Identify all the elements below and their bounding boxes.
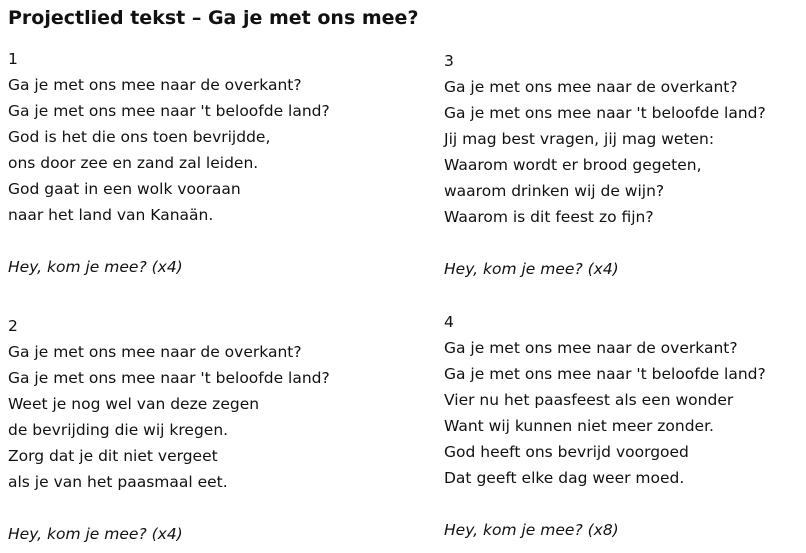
lyric-line: God gaat in een wolk vooraan [8, 180, 241, 198]
lyric-line: Weet je nog wel van deze zegen [8, 395, 260, 413]
verse-number: 2 [8, 317, 18, 335]
verse-1 [8, 46, 388, 280]
lyric-line: God heeft ons bevrijd voorgoed [444, 443, 689, 461]
lyric-line: als je van het paasmaal eet. [8, 473, 228, 491]
chorus-line: Hey, kom je mee? (x4) [8, 525, 183, 543]
lyric-line: Ga je met ons mee naar 't beloofde land? [444, 104, 766, 122]
chorus-line: Hey, kom je mee? (x4) [444, 260, 619, 278]
lyric-line: waarom drinken wij de wijn? [444, 182, 665, 200]
lyric-line: Ga je met ons mee naar de overkant? [8, 343, 302, 361]
lyric-line: ons door zee en zand zal leiden. [8, 154, 259, 172]
lyric-line: Jij mag best vragen, jij mag weten: [444, 130, 715, 148]
lyric-line: Ga je met ons mee naar 't beloofde land? [8, 102, 330, 120]
chorus-line: Hey, kom je mee? (x8) [444, 521, 619, 539]
lyric-line: Ga je met ons mee naar 't beloofde land? [8, 369, 330, 387]
verse-3 [444, 48, 806, 282]
lyric-line: Waarom wordt er brood gegeten, [444, 156, 702, 174]
verse-number: 3 [444, 52, 454, 70]
verse-number: 4 [444, 313, 454, 331]
lyric-line: Ga je met ons mee naar 't beloofde land? [444, 365, 766, 383]
verse-4 [444, 309, 806, 543]
lyric-line: Ga je met ons mee naar de overkant? [444, 339, 738, 357]
lyric-line: naar het land van Kanaän. [8, 206, 214, 224]
lyric-line: Ga je met ons mee naar de overkant? [8, 76, 302, 94]
lyric-line: Zorg dat je dit niet vergeet [8, 447, 218, 465]
lyric-line: Vier nu het paasfeest als een wonder [444, 391, 734, 409]
lyric-line: Ga je met ons mee naar de overkant? [444, 78, 738, 96]
lyric-line: Want wij kunnen niet meer zonder. [444, 417, 714, 435]
page-title: Projectlied tekst – Ga je met ons mee? [8, 7, 419, 29]
lyric-line: Waarom is dit feest zo fijn? [444, 208, 654, 226]
lyric-line: Dat geeft elke dag weer moed. [444, 469, 685, 487]
lyric-line: God is het die ons toen bevrijdde, [8, 128, 271, 146]
chorus-line: Hey, kom je mee? (x4) [8, 258, 183, 276]
verse-number: 1 [8, 50, 18, 68]
verse-2 [8, 313, 388, 547]
lyric-line: de bevrijding die wij kregen. [8, 421, 229, 439]
